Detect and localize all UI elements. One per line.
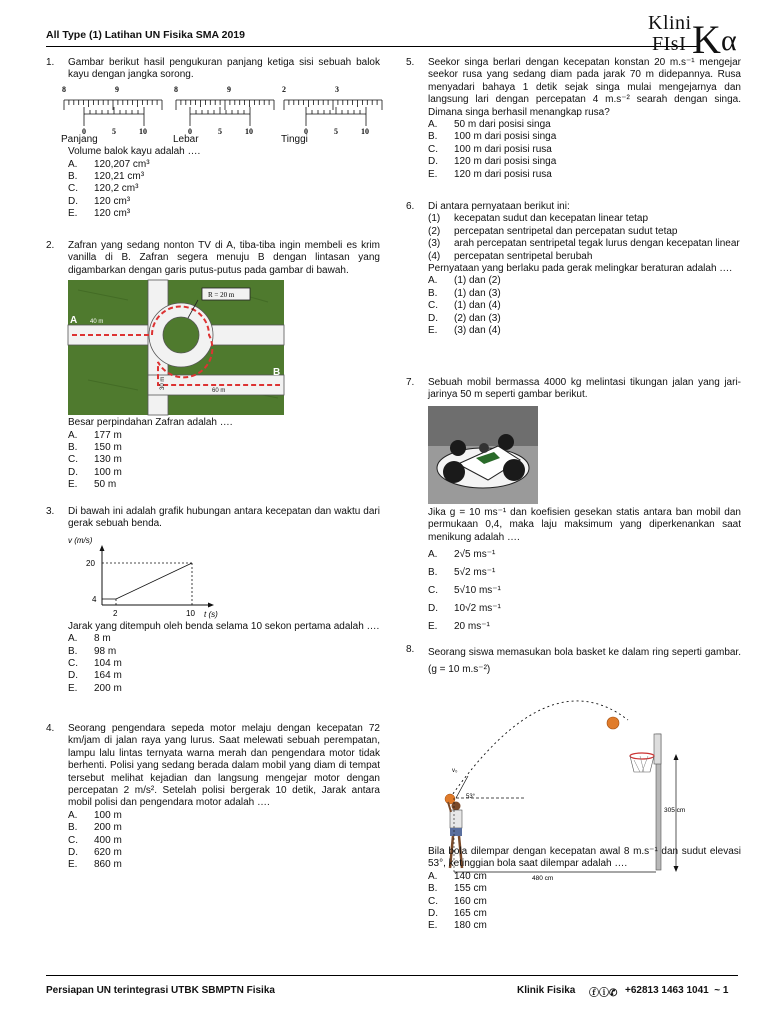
statement-4: (4) percepatan sentripetal berubah: [428, 250, 593, 262]
question-number: 4.: [46, 723, 55, 734]
options-list: [428, 546, 741, 636]
page-number: ~ 1: [714, 985, 729, 996]
vernier-figure: [58, 82, 380, 140]
angle-label: 53°: [466, 794, 476, 800]
main-scale-label: 9: [115, 84, 119, 94]
question-number: 5.: [406, 57, 415, 68]
graph-ylabel: v (m/s): [68, 535, 93, 545]
option-c[interactable]: C. 104 m: [68, 658, 122, 670]
distance-40-label: 40 m: [90, 319, 104, 326]
option-e[interactable]: E. 120 m dari posisi rusa: [428, 168, 552, 180]
x-tick-10: 10: [186, 608, 195, 618]
roundabout-svg: [68, 280, 284, 415]
vernier-label: 5: [334, 126, 338, 136]
option-a[interactable]: A. 177 m: [68, 429, 122, 441]
question-text: Seekor singa berlari dengan kecepatan konstan 20 m.s⁻¹ mengejar seekor rusa yang sedang diam pada jarak 70 m didepannya. Rusa menyadari bahaya 1 detik sejak singa mulai mengejarnya dan langsung lari dengan percepatan 4 m.s⁻² searah dengan singa. Dimana singa berhasil menangkap rusa?: [428, 57, 741, 118]
header-divider: [46, 46, 698, 47]
option-a[interactable]: A. (1) dan (2): [428, 275, 501, 287]
options-list: [68, 810, 380, 872]
race-car-svg: [428, 406, 538, 504]
logo-top-text: Klini: [648, 12, 692, 34]
options-list: [68, 430, 380, 492]
vernier-label: 0: [188, 126, 192, 136]
option-d[interactable]: D. 100 m: [68, 466, 122, 478]
option-b[interactable]: B. 200 m: [68, 822, 122, 834]
option-a[interactable]: A. 50 m dari posisi singa: [428, 119, 551, 131]
option-c[interactable]: C. 130 m: [68, 454, 122, 466]
statement-1: (1) kecepatan sudut dan kecepatan linear tetap: [428, 213, 649, 225]
question-prompt: Besar perpindahan Zafran adalah ….: [68, 417, 233, 429]
main-scale-label: 9: [227, 84, 231, 94]
option-c[interactable]: C. 5√10 ms⁻¹: [428, 585, 501, 597]
option-d[interactable]: D. 120 m dari posisi singa: [428, 156, 557, 168]
option-e[interactable]: E. 120 cm³: [68, 208, 131, 220]
logo: [648, 12, 748, 62]
statements-list: [428, 213, 741, 263]
options-list: [428, 871, 741, 933]
option-d[interactable]: D. 164 m: [68, 670, 122, 682]
options-list: [68, 159, 380, 221]
caption-panjang: Panjang: [61, 133, 98, 145]
social-icons: ⓕⓘ✆: [589, 988, 618, 999]
vernier-label: 0: [304, 126, 308, 136]
options-list: [428, 119, 741, 181]
main-scale-label: 8: [62, 84, 66, 94]
velocity-graph: [64, 531, 224, 621]
radius-label: R = 20 m: [208, 291, 235, 300]
vernier-calipers-svg: [58, 82, 398, 140]
options-list: [68, 633, 380, 695]
option-b[interactable]: B. 155 cm: [428, 883, 487, 895]
option-a[interactable]: A. 120,207 cm³: [68, 158, 150, 170]
question-number: 8.: [406, 644, 415, 655]
question-text: Sebuah mobil bermassa 4000 kg melintasi tikungan jalan yang jari-jarinya 50 m seperti gambar berikut.: [428, 377, 741, 401]
option-c[interactable]: C. 100 m dari posisi rusa: [428, 143, 552, 155]
option-b[interactable]: B. 98 m: [68, 645, 117, 657]
option-b[interactable]: B. 100 m dari posisi singa: [428, 131, 557, 143]
main-scale-label: 8: [174, 84, 178, 94]
question-text: Di bawah ini adalah grafik hubungan antara kecepatan dan waktu dari gerak sebuah benda.: [68, 506, 380, 530]
footer-phone: +62813 1463 1041 ~ 1: [625, 985, 729, 996]
question-prompt: Jika g = 10 ms⁻¹ dan koefisien gesekan statis antara ban mobil dan permukaan 0,4, maka laju maksimum yang diperkenankan saat menikung adalah ….: [428, 506, 741, 543]
caption-lebar: Lebar: [173, 133, 199, 145]
option-b[interactable]: B. 5√2 ms⁻¹: [428, 567, 496, 579]
option-d[interactable]: D. 120 cm³: [68, 195, 131, 207]
question-text: Gambar berikut hasil pengukuran panjang ketiga sisi sebuah balok kayu dengan jangka sorong.: [68, 57, 380, 81]
option-e[interactable]: E. (3) dan (4): [428, 325, 501, 337]
x-tick-2: 2: [113, 608, 118, 618]
question-number: 2.: [46, 240, 55, 251]
options-list: [428, 275, 741, 337]
vernier-label: 10: [245, 126, 253, 136]
option-e[interactable]: E. 20 ms⁻¹: [428, 621, 490, 633]
option-d[interactable]: D. 10√2 ms⁻¹: [428, 603, 501, 615]
logo-alpha: α: [721, 24, 737, 57]
distance-30-label: 30 m: [160, 376, 166, 391]
option-a[interactable]: A. 140 cm: [428, 870, 487, 882]
vernier-label: 5: [112, 126, 116, 136]
point-b-label: B: [273, 367, 281, 379]
option-c[interactable]: C. 160 cm: [428, 895, 487, 907]
statement-3: (3) arah percepatan sentripetal tegak lurus dengan kecepatan linear: [428, 238, 740, 250]
question-text: Seorang siswa memasukan bola basket ke dalam ring seperti gambar. (g = 10 m.s⁻²): [428, 647, 741, 675]
option-b[interactable]: B. (1) dan (3): [428, 287, 501, 299]
logo-k: K: [692, 17, 721, 62]
option-a[interactable]: A. 8 m: [68, 633, 111, 645]
option-b[interactable]: B. 150 m: [68, 442, 122, 454]
question-text: Seorang pengendara sepeda motor melaju dengan kecepatan 72 km/jam di jalan raya yang lurus. Saat melewati sebuah perempatan, lampu lalu lintas ternyata warna merah dan pengendara motor tidak berhenti. Polisi yang sedang berada dalam mobil yang diam di tempat tersebut melihat kejadian dan langsung mengejar motor dengan percepatan 2 m/s². Setelah polisi bergerak 10 detik, Jarak antara mobil polisi dan pengendara motor adalah ….: [68, 723, 380, 809]
option-c[interactable]: C. 400 m: [68, 834, 122, 846]
question-number: 1.: [46, 57, 55, 68]
option-e[interactable]: E. 50 m: [68, 479, 117, 491]
option-d[interactable]: D. 165 cm: [428, 908, 487, 920]
v0-label: v₀: [452, 768, 458, 774]
question-number: 3.: [46, 506, 55, 517]
page-title: All Type (1) Latihan UN Fisika SMA 2019: [46, 29, 245, 41]
footer-brand: Klinik Fisika: [517, 985, 576, 996]
y-tick-4: 4: [92, 594, 97, 604]
option-c[interactable]: C. (1) dan (4): [428, 300, 501, 312]
velocity-time-svg: [64, 531, 224, 621]
question-prompt: Bila bola dilempar dengan kecepatan awal 8 m.s⁻¹ dan sudut elevasi 53°, ketinggian bola saat dilempar adalah ….: [428, 846, 741, 870]
question-prompt: Volume balok kayu adalah ….: [68, 146, 201, 158]
logo-bottom-text: FIsI: [652, 33, 687, 55]
distance-label: 480 cm: [532, 875, 554, 882]
option-a[interactable]: A. 100 m: [68, 809, 122, 821]
caption-tinggi: Tinggi: [281, 133, 308, 145]
option-d[interactable]: D. (2) dan (3): [428, 312, 501, 324]
vernier-label: 10: [361, 126, 369, 136]
question-number: 7.: [406, 377, 415, 388]
option-e[interactable]: E. 200 m: [68, 682, 122, 694]
graph-xlabel: t (s): [204, 609, 218, 619]
roundabout-figure: [68, 280, 284, 415]
race-car-image: [428, 406, 538, 504]
height-label: 305 cm: [664, 807, 686, 814]
option-d[interactable]: D. 620 m: [68, 847, 122, 859]
vernier-label: 0: [82, 126, 86, 136]
question-prompt: Pernyataan yang berlaku pada gerak melingkar beraturan adalah ….: [428, 263, 733, 275]
statement-2: (2) percepatan sentripetal dan percepatan sudut tetap: [428, 225, 678, 237]
question-text: Di antara pernyataan berikut ini:: [428, 201, 570, 212]
option-c[interactable]: C. 120,2 cm³: [68, 183, 139, 195]
footer-divider: [46, 975, 738, 976]
main-scale-label: 2: [282, 84, 286, 94]
question-text: Zafran yang sedang nonton TV di A, tiba-tiba ingin membeli es krim vanilla di B. Zafran segera menuju B dengan lintasan yang digambarkan dengan garis putus-putus pada gambar di bawah.: [68, 240, 380, 276]
footer-left-text: Persiapan UN terintegrasi UTBK SBMPTN Fisika: [46, 985, 275, 996]
question-number: 6.: [406, 201, 415, 212]
option-e[interactable]: E. 180 cm: [428, 920, 487, 932]
point-a-label: A: [70, 315, 78, 327]
option-a[interactable]: A. 2√5 ms⁻¹: [428, 549, 496, 561]
option-e[interactable]: E. 860 m: [68, 859, 122, 871]
vernier-label: 10: [139, 126, 147, 136]
option-b[interactable]: B. 120,21 cm³: [68, 171, 145, 183]
distance-60-label: 60 m: [212, 388, 226, 395]
question-8-prompt: [428, 846, 741, 933]
y-tick-20: 20: [86, 558, 95, 568]
vernier-label: 5: [218, 126, 222, 136]
main-scale-label: 3: [335, 84, 339, 94]
question-prompt: Jarak yang ditempuh oleh benda selama 10 sekon pertama adalah ….: [68, 620, 380, 632]
